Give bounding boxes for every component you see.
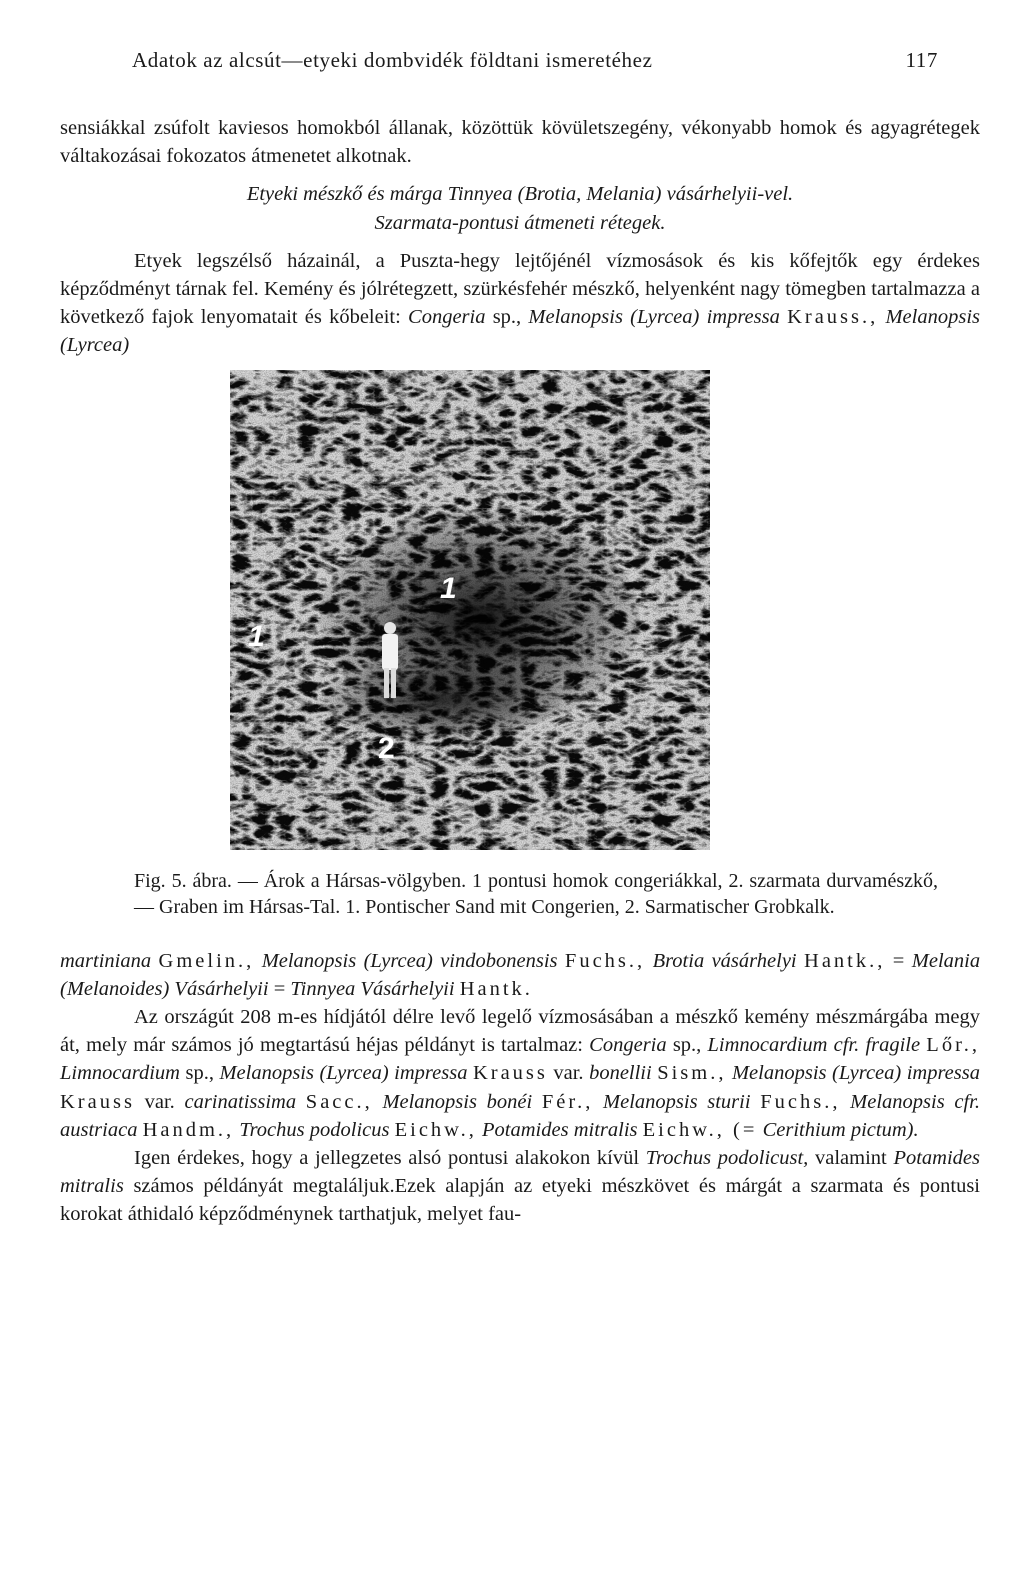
author-name: Hantk. <box>459 977 533 1000</box>
figure-caption <box>134 868 938 921</box>
author-name: Fér., <box>541 1090 594 1113</box>
taxon-name: martiniana <box>60 949 152 972</box>
author-name: Sacc., <box>305 1090 373 1113</box>
author-name: Gmelin., <box>158 949 255 972</box>
taxon-name: Melania (Melanoides) Vásárhelyii <box>60 949 981 1000</box>
taxon-name: Melanopsis (Lyrcea) impressa <box>219 1062 468 1085</box>
equals-sign: = <box>273 977 286 1000</box>
figure-label-2: 2 <box>378 731 395 765</box>
abbrev: var. <box>144 1090 175 1113</box>
author-name: Krauss <box>60 1090 135 1113</box>
author-name: Lőr., <box>926 1034 981 1057</box>
subheading-line-1: Etyeki mészkő és márga Tinnyea (Brotia, Melania) vásárhelyii-vel. <box>246 183 794 206</box>
running-header <box>60 40 980 80</box>
paragraph-4 <box>60 1003 980 1144</box>
header-title: Adatok az alcsút—etyeki dombvidék földtani ismeretéhez <box>132 48 653 72</box>
taxon-name: Potamides mitralis <box>60 1147 980 1198</box>
taxon-name: Melanopsis (Lyrcea) impressa <box>731 1062 980 1085</box>
taxon-name: Trochus podolicust, <box>645 1147 809 1170</box>
caption-text: Fig. 5. ábra. — Árok a Hársas-völgyben. 1 pontusi homok congeriákkal, 2. szarmata durvamészkő, — Graben im Hársas-Tal. 1. Pontischer Sand mit Congerien, 2. Sarmatischer Grobkalk. <box>134 869 938 919</box>
taxon-name: Melanopsis (Lyrcea) <box>60 306 980 357</box>
taxon-name: Melanopsis bonéi <box>382 1090 533 1113</box>
taxon-name: Potamides mitralis <box>482 1118 638 1141</box>
taxon-name: Melanopsis (Lyrcea) impressa <box>528 306 780 329</box>
taxon-name: Tinnyea Vásárhelyii <box>290 977 455 1000</box>
author-name: Eichw., <box>394 1118 477 1141</box>
author-name: Sism., <box>657 1062 727 1085</box>
taxon-name: Cerithium pictum). <box>762 1118 919 1141</box>
ditch-floor-shadow <box>320 660 560 740</box>
abbrev: sp., <box>185 1062 214 1085</box>
ditch-photograph <box>230 370 710 850</box>
author-name: Hantk., <box>804 949 886 972</box>
text: számos példányát megtaláljuk.Ezek alapján az etyeki mészkövet és márgát a szarmata és pontusi korokat áthidaló képződménynek tarthatjuk, melyet fau- <box>60 1175 981 1226</box>
author-name: Fuchs., <box>564 949 646 972</box>
figure-label-1-right: 1 <box>440 571 457 605</box>
taxon-name: Melanopsis cfr. austriaca <box>60 1090 980 1141</box>
taxon-name: carinatissima <box>184 1090 297 1113</box>
abbrev: sp., <box>672 1034 702 1057</box>
abbrev: var. <box>553 1062 584 1085</box>
paragraph-3 <box>60 947 980 1003</box>
author-name: Fuchs., <box>760 1090 841 1113</box>
taxon-name: Melanopsis (Lyrcea) vindobonensis <box>261 949 558 972</box>
taxon-name: Congeria <box>408 306 486 329</box>
abbrev: sp., <box>492 306 522 329</box>
author-name: Eichw., (= <box>642 1118 758 1141</box>
text: valamint <box>815 1147 887 1170</box>
equals-sign: = <box>892 949 905 972</box>
taxon-name: Congeria <box>589 1034 667 1057</box>
paragraph-2-text: Etyek legszélső házainál, a Puszta-hegy lejtőjénél vízmosások és kis kőfejtők egy érdekes képződményt tárnak fel. Kemény és jólrétegzett, szürkésfehér mészkő, helyenként nagy tömegben tartalmazza a következő fajok lenyomatait és kőbeleit: <box>60 249 980 329</box>
paragraph-5 <box>60 1144 980 1229</box>
author-name: Krauss., <box>787 306 879 329</box>
author-name: Krauss <box>472 1062 548 1085</box>
taxon-name: Limnocardium cfr. fragile <box>707 1034 921 1057</box>
paragraph-1: sensiákkal zsúfolt kaviesos homokból állanak, közöttük kövületszegény, vékonyabb homok és agyagrétegek váltakozásai fokozatos átmenetet alkotnak. <box>60 117 980 168</box>
figure-container <box>60 370 980 850</box>
subheading-line-2: Szarmata-pontusi átmeneti rétegek. <box>374 211 666 234</box>
taxon-name: Trochus podolicus <box>239 1118 390 1141</box>
page <box>60 40 980 1229</box>
taxon-name: Melanopsis sturii <box>603 1090 751 1113</box>
taxon-name: Brotia vásárhelyi <box>652 949 797 972</box>
paragraph-2 <box>60 247 980 360</box>
taxon-name: bonellii <box>589 1062 652 1085</box>
taxon-name: Limnocardium <box>60 1062 180 1085</box>
text: Igen érdekes, hogy a jellegzetes alsó pontusi alakokon kívül <box>134 1147 640 1170</box>
figure-label-1-left: 1 <box>248 619 265 653</box>
page-number: 117 <box>905 48 938 72</box>
text: Az országút 208 m-es hídjától délre levő legelő vízmosásában a mészkő kemény mészmárgába megy át, mely már számos jó megtartású héjas példányt is tartalmaz: <box>60 1006 980 1057</box>
author-name: Handm., <box>142 1118 235 1141</box>
